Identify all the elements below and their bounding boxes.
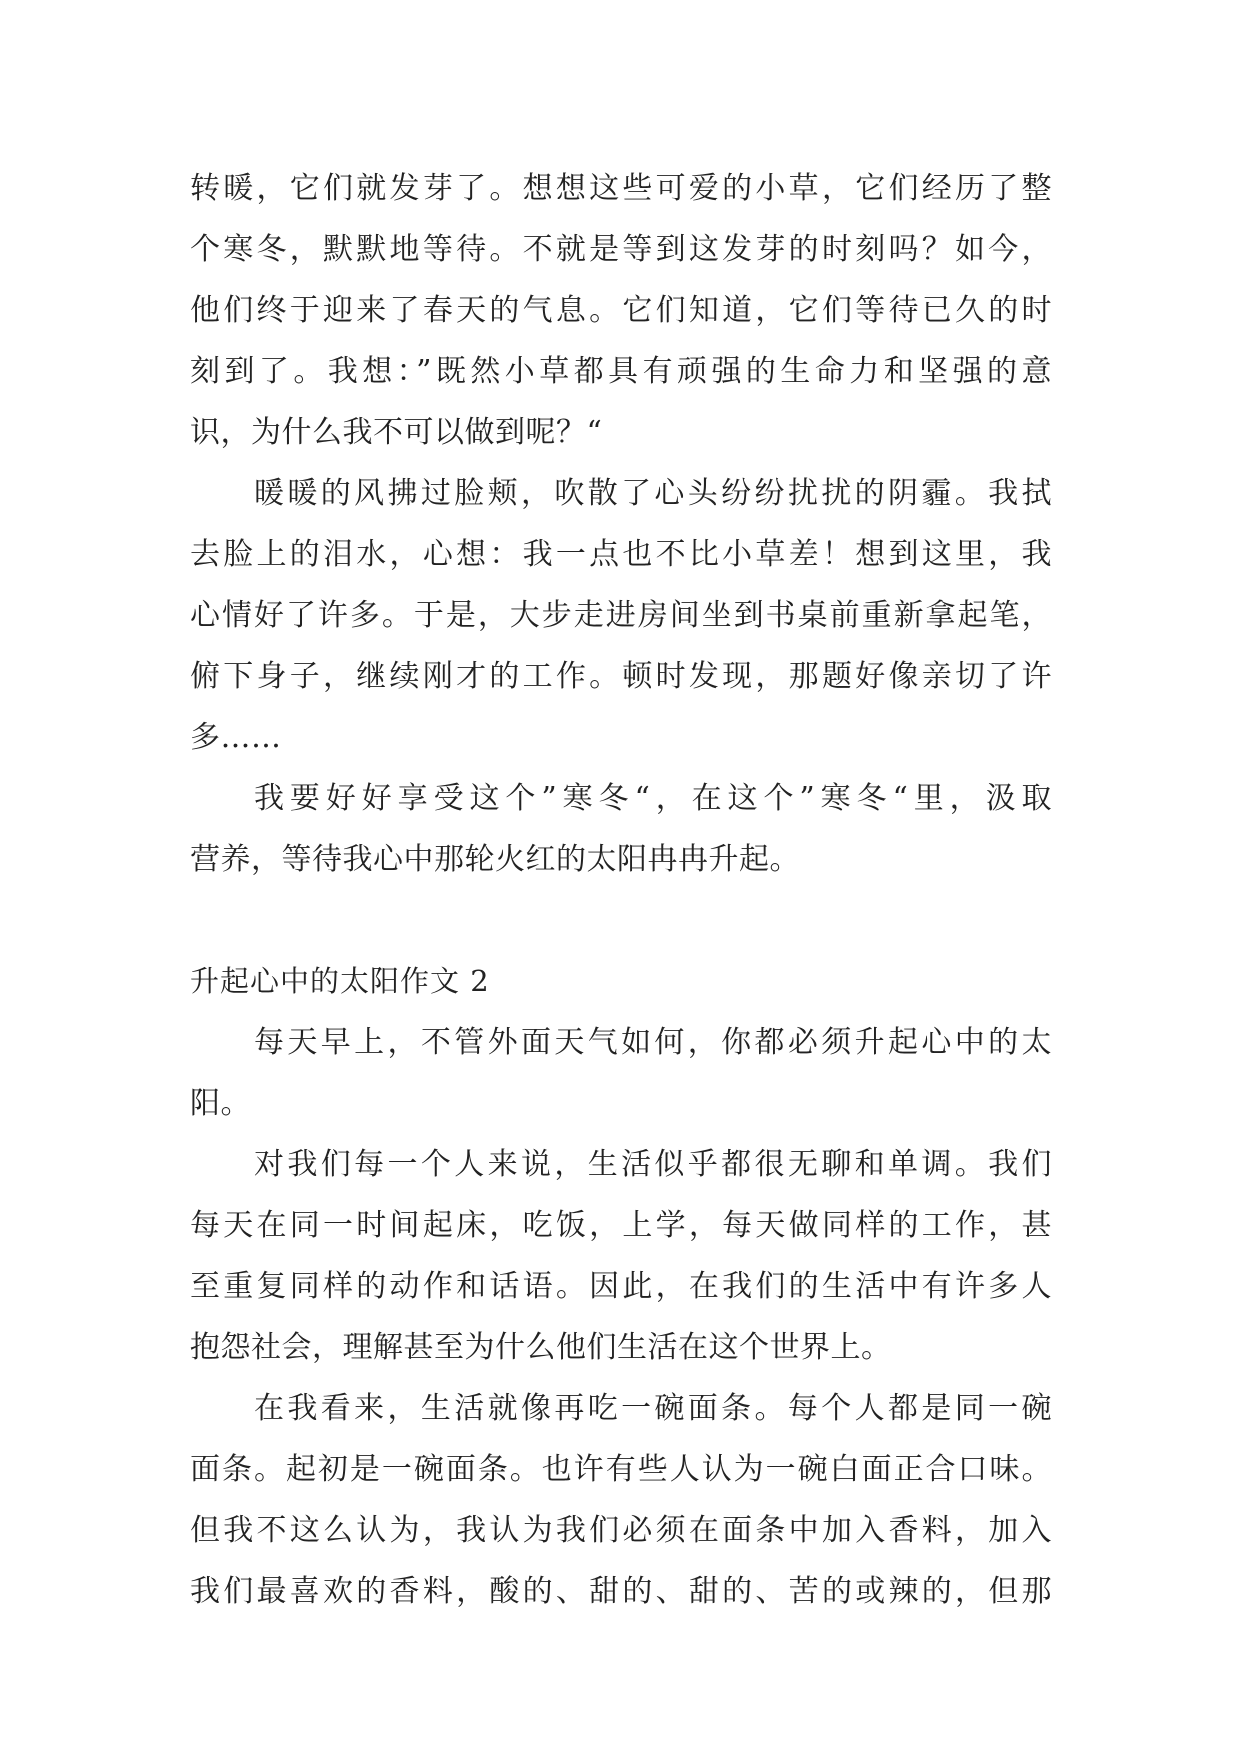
text-line: 对我们每一个人来说，生活似乎都很无聊和单调。我们 [254,1147,1052,1182]
text-line: 我们最喜欢的香料，酸的、甜的、甜的、苦的或辣的，但那 [190,1574,1052,1609]
text-line: 至重复同样的动作和话语。因此，在我们的生活中有许多人 [190,1269,1052,1304]
text-line: 阳。 [190,1086,251,1121]
text-line: 刻到了。我想：”既然小草都具有顽强的生命力和坚强的意 [190,354,1052,389]
text-line: 在我看来，生活就像再吃一碗面条。每个人都是同一碗 [254,1391,1052,1426]
text-line: 我要好好享受这个”寒冬“，在这个”寒冬“里，汲取 [254,781,1052,816]
text-line: 面条。起初是一碗面条。也许有些人认为一碗白面正合口味。 [190,1452,1052,1487]
essay-title: 升起心中的太阳作文 2 [190,964,490,998]
document-page [190,158,1052,1622]
text-line: 但我不这么认为，我认为我们必须在面条中加入香料，加入 [190,1513,1052,1548]
text-line: 俯下身子，继续刚才的工作。顿时发现，那题好像亲切了许 [190,659,1052,694]
text-line: 抱怨社会，理解甚至为什么他们生活在这个世界上。 [190,1330,892,1365]
paragraph [190,463,1052,768]
text-line: 他们终于迎来了春天的气息。它们知道，它们等待已久的时 [190,293,1052,328]
paragraph-spacer [190,890,1052,951]
text-line: 每天在同一时间起床，吃饭，上学，每天做同样的工作，甚 [190,1208,1052,1243]
text-line: 每天早上，不管外面天气如何，你都必须升起心中的太 [254,1025,1052,1060]
text-line: 多…… [190,720,282,755]
text-line: 识，为什么我不可以做到呢？“ [190,415,603,450]
text-line: 暖暖的风拂过脸颊，吹散了心头纷纷扰扰的阴霾。我拭 [254,476,1052,511]
paragraph [190,768,1052,890]
paragraph [190,158,1052,463]
text-line: 心情好了许多。于是，大步走进房间坐到书桌前重新拿起笔， [190,598,1052,633]
text-line: 营养，等待我心中那轮火红的太阳冉冉升起。 [190,842,800,877]
text-line: 转暖，它们就发芽了。想想这些可爱的小草，它们经历了整 [190,171,1052,206]
text-line: 个寒冬，默默地等待。不就是等到这发芽的时刻吗？如今， [190,232,1052,267]
paragraph [190,1012,1052,1134]
paragraph [190,1134,1052,1378]
paragraph [190,1378,1052,1622]
text-line: 去脸上的泪水，心想：我一点也不比小草差！想到这里，我 [190,537,1052,572]
